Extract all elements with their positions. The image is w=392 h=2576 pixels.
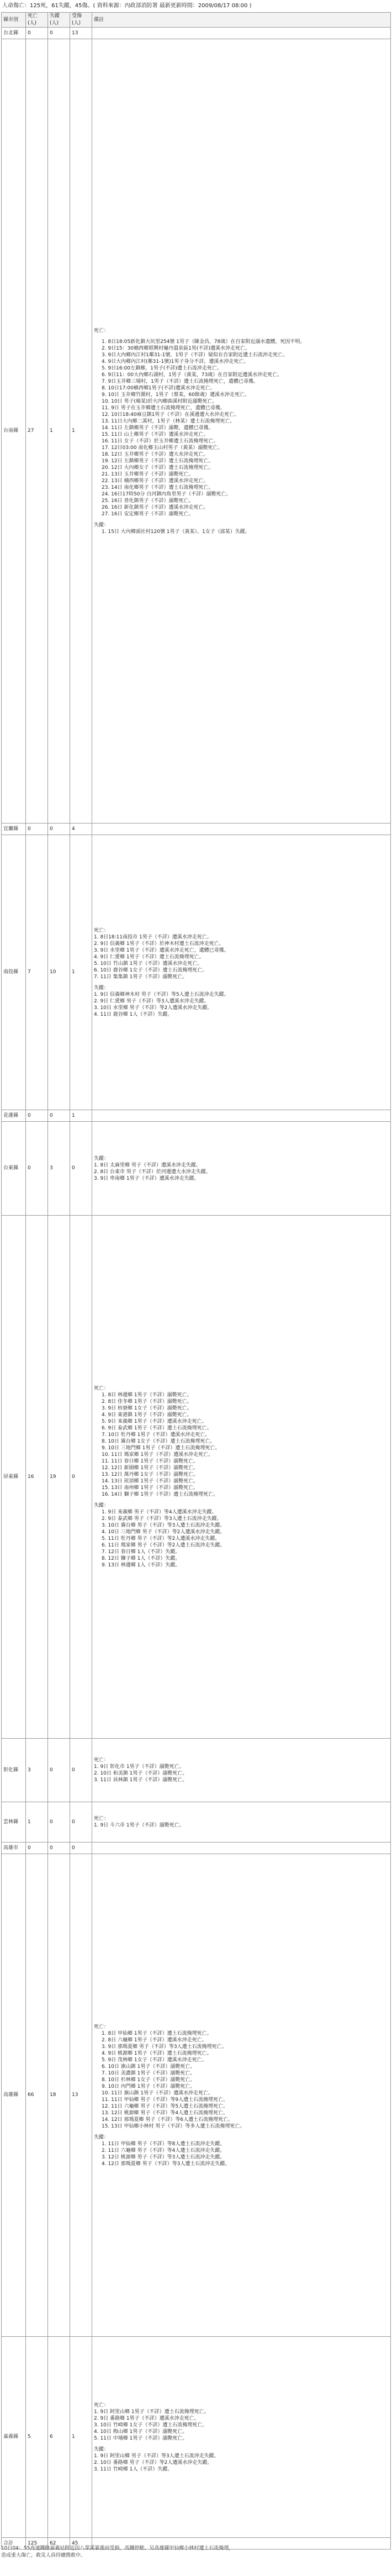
note-line: 15. 11日 山上鄉男子（不詳）遭溪水沖走死亡。 [102,431,209,437]
note-line: 6. 11日 瑪家鄉 男子（不詳）等2人遭土石流沖走失蹤。 [102,1543,225,1548]
notes-cell [92,835,391,1110]
dead-count: 3 [26,1739,48,1802]
note-line: 12. 12日 新園鄉 1男子（不詳）溺斃死亡。 [102,1465,199,1471]
table-header-row [2,13,391,28]
injured-count: 1 [70,835,92,1110]
county-name: 台南縣 [2,39,26,824]
note-line: 9. 10日 內門鄉 1男子（不詳）溺斃死亡。 [102,2083,195,2089]
note-line: 12. 10日18:40麻豆鎮1男子（不詳）在溪邊遭大水沖走死亡。 [102,411,240,418]
note-line: 10. 11日 旗山鎮 1男子（不詳）遭溪水沖走死亡。 [102,2090,214,2096]
notes-cell [92,1843,391,1854]
footer-line: 造成重大傷亡，救災人員持續搜救中。 [1,2553,86,2558]
note-line: 22. 13日 楠西鄉男子（不詳）遭溪水沖走死亡。 [102,478,209,484]
note-line: 14. 12日 那瑪夏鄉 男子（不詳）等6人遭土石流掩埋死亡。 [102,2116,234,2123]
note-line: 17. 12日03:00 南化鄉玉山村男子（黃某）溺斃死亡。 [102,445,223,451]
table-row [2,1110,391,1122]
note-line: 5. 11日 中埔鄉 1男子（不詳）溺斃死亡。 [94,2435,188,2441]
note-line: 3. 9日 那瑪夏鄉 男子（不詳）等3人遭土石流掩埋死亡。 [102,2044,227,2050]
note-line: 3. 10日 水里鄉 男子（不詳）等2人遭溪水沖走失蹤。 [94,1005,213,1011]
dead-count: 0 [26,1843,48,1854]
note-line: 4. 9日 仁愛鄉 1男子（不詳）遭土石流掩埋死亡。 [94,954,204,960]
table-row [2,2337,391,2538]
note-line: 23. 14日 南化鄉男子（不詳）遭土石流掩埋死亡。 [102,484,214,490]
notes-cell [92,2337,391,2538]
injured-count: 1 [70,39,92,824]
note-line: 1. 9日 信義鄉神木村 男子（不詳）等5人遭土石流沖走失蹤。 [94,991,229,997]
note-line: 6. 9日 泰武鄉 1男子（不詳）遭土石流掩埋死亡。 [102,1426,212,1431]
note-line: 9. 10日 三地門鄉 1男子（不詳）遭土石流掩埋死亡。 [102,1445,220,1451]
note-line: 1. 9日 阿里山鄉 1男子（不詳）遭土石流掩埋死亡。 [94,2409,209,2415]
note-line: 15. 13日 南州鄉 1男子（不詳）溺斃死亡。 [102,1485,199,1491]
note-line: 16. 14日 獅子鄉 1男子（不詳）遭土石流掩埋死亡。 [102,1492,219,1497]
missing-count: 0 [48,824,70,835]
note-line: 失蹤： [94,1503,109,1508]
note-line: 19. 12日 左鎮鄉男子（不詳）遭土石流掩埋死亡。 [102,458,214,464]
note-line: 9. 10日 玉井鄉竹圍村，1男子（蔡某，60餘歲）遭溪水沖走死亡。 [102,392,250,398]
footer-line: 10日04：55高速鐵路嘉義站附近因八掌溪暴漲而受損，高鐵停駛。另高雄縣甲仙鄉小林村遭土石流掩埋， [1,2546,234,2551]
note-line: 20. 12日 大內鄉女子（不詳）遭土石流掩埋死亡。 [102,464,214,471]
note-line: 4. 12日 那瑪夏鄉 男子（不詳）等3人遭土石流沖走失蹤。 [102,2161,230,2167]
note-line: 8. 10日 杉林鄉 1女子（不詳）溺斃死亡。 [102,2077,195,2083]
note-line: 3. 12日 桃源鄉 男子（不詳）等3人遭土石流沖走失蹤。 [102,2154,225,2160]
missing-count: 19 [48,1216,70,1739]
note-line: 死亡： [94,1757,109,1763]
dead-count: 1 [26,1802,48,1843]
notes-cell [92,39,391,824]
note-line: 2. 9日 信義鄉 1男子（不詳）於神木村遭土石流沖走死亡。 [94,941,224,947]
note-line [94,1498,389,1502]
table-row [2,39,391,824]
header-county: 縣市別 [2,13,26,28]
county-name: 嘉義縣 [2,2337,26,2538]
note-line: 3. 9日大內鄉內江村1鄰31-1號，1男子（不詳）疑似在自家附近遭土石流沖走死亡。 [102,352,288,358]
note-line: 失蹤： [94,1155,109,1162]
note-line: 2. 9日 泰武鄉 男子（不詳）等3人遭土石流沖走失蹤。 [102,1516,222,1522]
dead-count: 5 [26,2337,48,2538]
injured-count: 4 [70,824,92,835]
table-row [2,1216,391,1739]
casualty-summary: 人命傷亡：125死，61失蹤，45傷。( 資料來源：內政部消防署 最新更新時間：2009/08/17 08:00 ) [2,3,252,9]
note-line: 4. 9日大內鄉內江村(鄰31-1號)1男子身分不詳，遭溪水沖走死亡。 [102,358,249,365]
note-line: 3. 9日 卑南鄉 1男子（不詳）遭溪水沖走失蹤。 [94,1175,199,1181]
note-line: 失蹤： [94,2134,109,2140]
note-line: 25. 16日 善化鎮男子（不詳）溺斃死亡。 [102,498,194,504]
notes-cell [92,28,391,39]
notes-cell [92,1110,391,1122]
county-name: 宜蘭縣 [2,824,26,835]
note-line: 7. 12日 春日鄉 1人（不詳）失蹤。 [102,1549,181,1555]
table-row [2,835,391,1110]
table-row [2,1843,391,1854]
county-name: 高雄市 [2,1843,26,1854]
note-line: 6. 10日 鹿谷鄉 1女子（不詳）遭土石流掩埋死亡。 [94,967,208,973]
note-line: 2. 9日15：30楠西鄉照興村龜丹溫泉區1男(不詳)遭溪水沖走死亡。 [102,345,250,351]
note-line: 2. 9日 番路鄉 1男子（不詳）遭溪水沖走死亡。 [94,2415,199,2421]
note-line: 5. 10日 竹山鎮 1男子（不詳）遭溪水沖走死亡。 [94,960,203,967]
note-line: 2. 10日 番路鄉 男子（不詳）等2人遭溪水沖走失蹤。 [94,2459,213,2466]
table-row [2,28,391,39]
note-line: 10. 11日 瑪家鄉 1男子（不詳）遭溪水沖走死亡。 [102,1452,214,1458]
injured-count: 13 [70,28,92,39]
note-line: 死亡： [94,328,109,334]
note-line: 3. 10日 竹崎鄉 1女子（不詳）遭土石流掩埋死亡。 [94,2422,208,2428]
note-line: 死亡： [94,927,109,933]
injured-count: 0 [70,1122,92,1216]
notes-cell [92,1802,391,1843]
note-line: 4. 11日 鹿谷鄉 1人（不詳）失蹤。 [94,1011,173,1017]
dead-count: 0 [26,824,48,835]
total-dead: 125 [26,2538,48,2549]
note-line: 4. 9日 桃源鄉 1男子（不詳）遭土石流掩埋死亡。 [102,2050,212,2056]
notes-cell [92,1216,391,1739]
injured-count: 0 [70,1216,92,1739]
county-name: 花蓮縣 [2,1110,26,1122]
note-line: 1. 8日 太麻里鄉 男子（不詳）遭溪水沖走失蹤。 [94,1162,201,1168]
injured-count: 0 [70,1739,92,1802]
table-body [2,28,391,2538]
note-line: 1. 9日 彰化市 1男子（不詳）溺斃死亡。 [94,1764,184,1770]
missing-count: 6 [48,2337,70,2538]
dead-count: 0 [26,28,48,39]
notes-cell [92,1122,391,1216]
missing-count: 1 [48,39,70,824]
note-line: 13. 11日大內鄉二溪村，1男子（林某）遭土石流掩埋死亡。 [102,418,235,424]
missing-count: 0 [48,28,70,39]
county-name: 雲林縣 [2,1802,26,1843]
header-missing: 失蹤(人) [48,13,70,28]
note-line: 3. 9日 水里鄉 1男子（不詳）遭溪水沖走死亡，遺體已尋獲。 [94,947,229,953]
note-line [94,334,389,339]
missing-count: 0 [48,1739,70,1802]
note-line: 4. 10日 三地門鄉 男子（不詳）等2人遭溪水沖走失蹤。 [102,1529,225,1535]
note-line: 11. 11日 甲仙鄉 男子（不詳）等9人遭土石流掩埋死亡。 [102,2097,229,2103]
note-line: 1. 8日 甲仙鄉 1男子（不詳）遭土石流掩埋死亡。 [102,2030,212,2036]
note-line: 1. 8日18:05新化鎮大坑里254號 1男子（陳金昌，78歲）在自家附近溺水遺體，死因不明。 [102,339,305,345]
notes-cell [92,824,391,835]
note-line: 8. 12日 獅子鄉 1人（不詳）失蹤。 [102,1556,181,1561]
note-line: 5. 9日 茂林鄉 1女子（不詳）遭溪水沖走死亡。 [102,2057,207,2063]
note-line: 11. 11日 春日鄉 1男子（不詳）溺斃死亡。 [102,1459,199,1464]
note-line: 7. 10日 美濃鎮 1男子（不詳）溺斃死亡。 [102,2070,195,2076]
footer-note [1,2545,391,2559]
note-line [94,980,389,985]
note-line: 失蹤： [94,985,109,991]
note-line: 12. 11日 六龜鄉 男子（不詳）等5人遭土石流掩埋死亡。 [102,2103,229,2109]
note-line: 7. 11日 集集鎮 1男子（不詳）溺斃死亡。 [94,974,188,980]
note-line: 2. 8日 六龜鄉 1男子（不詳）遭溪水沖走死亡。 [102,2037,207,2043]
note-line: 18. 12日 玉井鄉男子（不詳）遭大水沖走死亡。 [102,451,209,457]
missing-count: 0 [48,1110,70,1122]
note-line: 5. 9日16:00左鎮鄉，1男子(不詳)遭土石流沖走死亡。 [102,365,222,371]
dead-count: 7 [26,835,48,1110]
note-line: 1. 8日 林邊鄉 1男子（不詳）溺斃死亡。 [102,1392,192,1398]
note-line: 1. 15日 大內鄉頭社村120號 1男子（黃某）、1女子（邱某）失蹤。 [102,529,250,535]
casualty-table [1,12,391,2549]
note-line: 1. 11日 甲仙鄉 男子（不詳）等8人遭土石流沖走失蹤。 [102,2141,225,2147]
note-line: 3. 11日 員林鎮 1男子（不詳）溺斃死亡。 [94,1777,188,1783]
note-line: 10. 10日 男子(楊某)於大內鄉曲溪村附近溺斃死亡。 [102,398,218,404]
county-name: 屏東縣 [2,1216,26,1739]
injured-count: 1 [70,1110,92,1122]
injured-count: 1 [70,2337,92,2538]
note-line: 7. 10日 牡丹鄉 1男子（不詳）遭溪水沖走死亡。 [102,1432,210,1438]
note-line: 死亡： [94,2024,109,2030]
note-line: 14. 13日 崁頂鄉 1男子（不詳）溺斃死亡。 [102,1479,199,1484]
injured-count: 0 [70,1843,92,1854]
note-line: 1. 8日18:11南投市 1男子（不詳）遭溪水沖走死亡。 [94,934,212,940]
table-row [2,824,391,835]
notes-cell [92,1739,391,1802]
note-line: 2. 11日 六龜鄉 男子（不詳）等4人遭土石流沖走失蹤。 [102,2147,225,2153]
note-line: 1. 9日 斗六市 1男子（不詳）溺斃死亡。 [94,1823,184,1828]
county-name: 台北縣 [2,28,26,39]
note-line: 3. 10日 霧台鄉 男子（不詳）等3人遭土石流沖走失蹤。 [102,1523,225,1528]
missing-count: 0 [48,1802,70,1843]
county-name: 彰化縣 [2,1739,26,1802]
note-line: 6. 9日11：00大內鄉石湖村，1男子（黃某，73歲）在自家附近遭溪水沖走死亡。 [102,372,283,378]
note-line: 3. 9日 枋寮鄉 1女子（不詳）溺斃死亡。 [102,1406,192,1411]
note-line: 失蹤： [94,522,109,528]
note-line [94,2130,389,2134]
dead-count: 16 [26,1216,48,1739]
injured-count: 0 [70,1802,92,1843]
total-injured: 45 [70,2538,92,2549]
note-line: 5. 9日 來義鄉 1男子（不詳）遭溪水沖走死亡。 [102,1419,207,1424]
note-line: 15. 13日 甲仙鄉小林村 男子（不詳）等多人遭土石流掩埋死亡。 [102,2123,245,2129]
note-line: 27. 16日 安定鄉男子（不詳）溺斃死亡。 [102,511,194,517]
table-row [2,1802,391,1843]
note-line: 死亡： [94,2402,109,2408]
missing-count: 3 [48,1122,70,1216]
missing-count: 18 [48,1854,70,2337]
dead-count: 66 [26,1854,48,2337]
note-line: 1. 9日 阿里山鄉 男子（不詳）等3人遭土石流沖走失蹤。 [94,2453,219,2459]
header-injured: 受傷(人) [70,13,92,28]
note-line: 3. 11日 竹崎鄉 1人（不詳）失蹤。 [94,2466,173,2472]
dead-count: 27 [26,39,48,824]
table-row [2,1739,391,1802]
county-name: 高雄縣 [2,1854,26,2337]
county-name: 南投縣 [2,835,26,1110]
note-line: 21. 13日 玉井鄉男子（不詳）溺斃死亡。 [102,471,194,477]
county-name: 台東縣 [2,1122,26,1216]
note-line: 8. 10日17:00楠西鄉1男子(不詳)遭溪水沖走死亡。 [102,385,215,391]
note-line: 2. 8日 台東市 男子（不詳）於河邊遭大水沖走失蹤。 [94,1169,211,1175]
note-line [94,518,389,522]
note-line: 4. 9日 東港鎮 1男子（不詳）溺斃死亡。 [102,1412,192,1418]
missing-count: 0 [48,1843,70,1854]
note-line: 13. 12日 萬丹鄉 1女子（不詳）溺斃死亡。 [102,1472,199,1477]
notes-cell [92,1854,391,2337]
note-line: 6. 10日 旗山鎮 1男子（不詳）溺斃死亡。 [102,2063,195,2070]
note-line: 11. 9日 男子在玉井鄉遭土石流掩埋死亡，遺體已尋獲。 [102,405,225,411]
total-label: 合計 [2,2538,26,2549]
header-dead: 死亡(人) [26,13,48,28]
note-line: 9. 13日 林邊鄉 1人（不詳）失蹤。 [102,1563,181,1568]
dead-count: 0 [26,1122,48,1216]
note-line [94,2442,389,2446]
note-line: 5. 11日 牡丹鄉 男子（不詳）等2人遭溪水沖走失蹤。 [102,1536,220,1542]
total-missing: 62 [48,2538,70,2549]
table-row [2,1122,391,1216]
note-line: 14. 11日 左鎮鄉男子（不詳）溺斃，遺體已尋獲。 [102,425,214,431]
note-line: 死亡： [94,1386,109,1391]
note-line: 8. 10日 霧台鄉 1女子（不詳）遭土石流掩埋死亡。 [102,1439,215,1444]
note-line: 7. 9日玉井鄉三埔村，1男子（不詳）遭土石流掩埋死亡，遺體已尋獲。 [102,378,258,384]
header-notes: 備註 [92,13,391,28]
table-row [2,1854,391,2337]
dead-count: 0 [26,1110,48,1122]
injured-count: 13 [70,1854,92,2337]
note-line: 2. 8日 佳冬鄉 1男子（不詳）溺斃死亡。 [102,1399,192,1405]
note-line: 4. 10日 梅山鄉 1男子（不詳）溺斃死亡。 [94,2429,188,2435]
note-line: 失蹤： [94,2446,109,2452]
note-line: 1. 9日 來義鄉 男子（不詳）等4人遭溪水沖走失蹤。 [102,1509,217,1515]
note-line: 26. 16日 新化鎮男子（不詳）遭溪水沖走死亡。 [102,504,209,510]
note-line: 2. 10日 和美鎮 1男子（不詳）溺斃死亡。 [94,1771,188,1776]
note-line: 2. 9日 仁愛鄉 男子（不詳）等3人遭溪水沖走失蹤。 [94,998,209,1004]
note-line: 24. 16日17時50分 白河鎮內角里男子（不詳）溺斃死亡。 [102,491,231,497]
note-line: 死亡： [94,1816,109,1822]
missing-count: 10 [48,835,70,1110]
note-line: 13. 12日 桃源鄉 男子（不詳）等4人遭土石流掩埋死亡。 [102,2110,229,2116]
note-line: 16. 11日 女子（不詳）於玉井鄉遭土石流掩埋死亡。 [102,438,219,444]
